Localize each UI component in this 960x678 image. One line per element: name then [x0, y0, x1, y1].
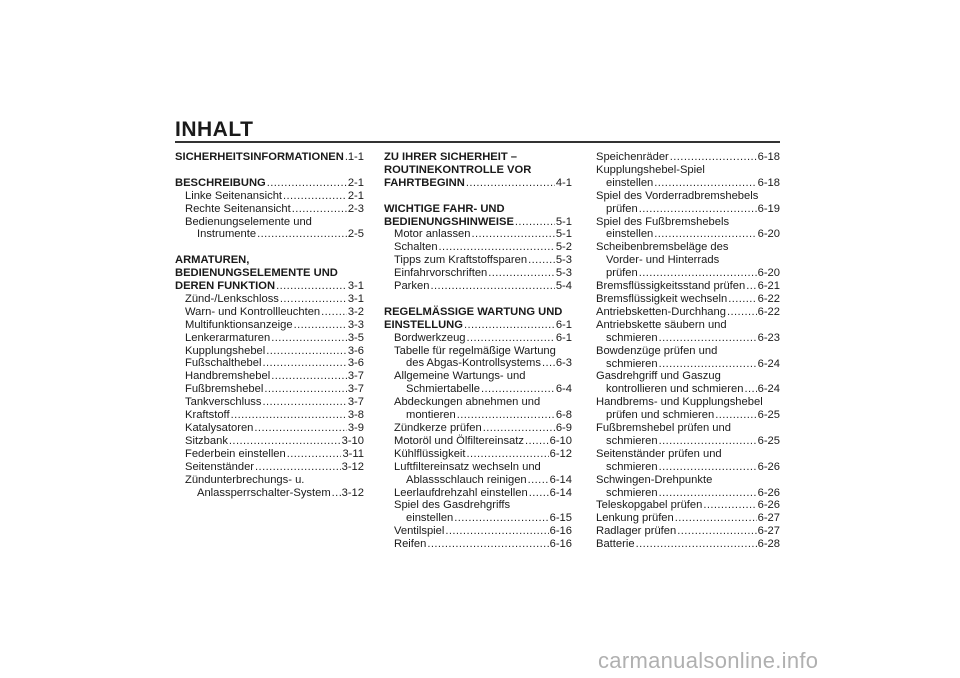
toc-entry[interactable]	[596, 370, 780, 396]
toc-entry[interactable]	[384, 487, 572, 500]
toc-entry-label-cont: prüfen und schmieren	[606, 409, 715, 422]
toc-heading: DEREN FUNKTION	[175, 280, 276, 293]
toc-page: 3-11	[342, 447, 364, 460]
toc-entry-label: Federbein einstellen	[185, 447, 286, 460]
toc-entry[interactable]	[596, 241, 780, 280]
toc-section[interactable]	[384, 151, 572, 190]
toc-heading: BEDIENUNGSELEMENTE UND	[175, 267, 338, 280]
toc-entry-label: Luftfiltereinsatz wechseln und	[394, 460, 541, 473]
toc-page: 5-3	[555, 254, 572, 267]
toc-entry-label: Schwingen-Drehpunkte	[596, 473, 713, 486]
toc-entry[interactable]	[384, 422, 572, 435]
toc-entry[interactable]	[384, 499, 572, 525]
toc-entry-label: Handbremshebel	[185, 370, 271, 383]
toc-entry[interactable]	[384, 267, 572, 280]
toc-page: 6-27	[757, 512, 780, 525]
toc-entry-label: Antriebsketten-Durchhang	[596, 305, 726, 318]
toc-entry[interactable]	[175, 409, 364, 422]
toc-page: 6-23	[757, 331, 780, 344]
toc-page: 3-6	[347, 357, 364, 370]
toc-entry-label: Bremsflüssigkeit wechseln	[596, 292, 728, 305]
toc-entry[interactable]	[384, 538, 572, 551]
toc-entry[interactable]	[596, 525, 780, 538]
toc-heading: ZU IHRER SICHERHEIT –	[384, 151, 518, 163]
toc-entry-label: Zünd-/Lenkschloss	[185, 292, 279, 305]
toc-entry-label-cont: einstellen	[406, 512, 454, 525]
toc-page: 6-26	[757, 486, 780, 499]
toc-heading: BEDIENUNGSHINWEISE	[384, 215, 514, 228]
toc-page: 6-25	[757, 409, 780, 422]
toc-entry-label: Handbrems- und Kupplungshebel	[596, 396, 763, 409]
toc-entry-label-cont: schmieren	[606, 486, 658, 499]
toc-entry-label: Batterie	[596, 538, 635, 551]
title-rule	[175, 141, 780, 143]
toc-entry[interactable]	[596, 319, 780, 345]
toc-entry-label: Seitenständer	[185, 460, 255, 473]
toc-entry-label-cont: schmieren	[606, 331, 658, 344]
toc-entry[interactable]	[175, 319, 364, 332]
toc-entry-label-cont: schmieren	[606, 434, 658, 447]
toc-heading: EINSTELLUNG	[384, 318, 463, 331]
toc-page: 6-28	[757, 538, 780, 551]
toc-entry[interactable]	[175, 216, 364, 242]
toc-entry-label: Zündunterbrechungs- u.	[185, 473, 305, 486]
toc-entry-label-cont: schmieren	[606, 357, 658, 370]
toc-entry-label-cont: Vorder- und Hinterrads	[606, 254, 720, 267]
toc-section[interactable]	[384, 203, 572, 229]
toc-entry-label: Bedienungselemente und	[185, 215, 312, 228]
toc-entry-label: Katalysatoren	[185, 422, 254, 434]
toc-heading: SICHERHEITSINFORMATIONEN	[175, 151, 344, 163]
toc-entry-label: Linke Seitenansicht	[185, 189, 283, 202]
toc-entry[interactable]	[384, 461, 572, 487]
toc-entry-label-cont: Anlassperrschalter-System	[197, 486, 331, 499]
toc-section[interactable]	[384, 306, 572, 332]
toc-entry-label: Kühlflüssigkeit	[394, 447, 466, 460]
toc-page: 3-1	[347, 292, 364, 305]
toc-entry-label: Leerlaufdrehzahl einstellen	[394, 486, 528, 499]
toc-entry[interactable]	[596, 345, 780, 371]
toc-page: 6-19	[757, 202, 780, 215]
toc-page: 5-2	[555, 241, 572, 254]
toc-entry-label: Scheibenbremsbeläge des	[596, 241, 729, 254]
toc-page: 3-5	[347, 331, 364, 344]
toc-entry-label: Motor anlassen	[394, 228, 471, 241]
toc-section[interactable]	[175, 151, 364, 164]
toc-entry[interactable]	[384, 345, 572, 371]
toc-entry[interactable]	[384, 448, 572, 461]
toc-page: 3-10	[341, 434, 364, 447]
toc-page: 6-1	[555, 318, 572, 331]
toc-page: 6-12	[549, 447, 572, 460]
toc-entry[interactable]	[175, 190, 364, 203]
toc-entry[interactable]	[384, 370, 572, 396]
toc-entry[interactable]	[175, 332, 364, 345]
toc-entry-label: Warn- und Kontrollleuchten	[185, 305, 321, 318]
toc-entry-label-cont: prüfen	[606, 202, 638, 215]
toc-entry-label-cont: Schmiertabelle	[406, 383, 480, 396]
toc-entry-label: Tankverschluss	[185, 396, 262, 409]
toc-entry-label-cont: schmieren	[606, 460, 658, 473]
toc-entry[interactable]	[175, 448, 364, 461]
toc-page: 3-1	[347, 280, 364, 293]
toc-page: 2-3	[347, 202, 364, 215]
toc-entry[interactable]	[596, 190, 780, 216]
toc-heading: BESCHREIBUNG	[175, 176, 266, 189]
toc-entry-label: Bremsflüssigkeitsstand prüfen	[596, 280, 746, 293]
toc-entry-label-cont: einstellen	[606, 228, 654, 241]
toc-entry-label: Allgemeine Wartungs- und	[394, 370, 526, 383]
toc-entry[interactable]	[384, 280, 572, 293]
toc-page: 6-4	[555, 383, 572, 396]
toc-entry[interactable]	[175, 474, 364, 500]
toc-entry[interactable]	[384, 241, 572, 254]
toc-page: 6-24	[757, 357, 780, 370]
toc-entry[interactable]	[596, 280, 780, 293]
toc-entry[interactable]	[175, 383, 364, 396]
toc-page: 6-25	[757, 434, 780, 447]
toc-entry-label-cont: einstellen	[606, 176, 654, 189]
toc-entry[interactable]	[175, 370, 364, 383]
toc-page: 6-22	[757, 305, 780, 318]
toc-entry[interactable]	[596, 293, 780, 306]
page-title: INHALT	[175, 118, 254, 141]
toc-column-2	[384, 151, 572, 551]
toc-entry-label: Bordwerkzeug	[394, 331, 466, 344]
toc-entry-label: Antriebskette säubern und	[596, 318, 727, 331]
watermark: carmanualsonline.info	[598, 648, 819, 673]
toc-page: 6-1	[555, 331, 572, 344]
toc-page: 2-1	[347, 176, 364, 189]
toc-entry-label: Lenkung prüfen	[596, 512, 674, 525]
toc-heading: REGELMÄSSIGE WARTUNG UND	[384, 305, 563, 318]
toc-entry[interactable]	[384, 228, 572, 241]
toc-heading: ARMATUREN,	[175, 254, 250, 267]
toc-page: 6-10	[549, 434, 572, 447]
toc-entry[interactable]	[175, 306, 364, 319]
toc-entry[interactable]	[384, 435, 572, 448]
toc-entry-label: Spiel des Fußbremshebels	[596, 215, 730, 228]
toc-page: 6-27	[757, 525, 780, 538]
toc-page: 6-26	[757, 499, 780, 512]
toc-column-3	[596, 151, 780, 551]
toc-entry-label: Tipps zum Kraftstoffsparen	[394, 254, 528, 267]
toc-heading: ROUTINEKONTROLLE VOR	[384, 163, 532, 176]
toc-page: 6-16	[549, 538, 572, 551]
toc-page: 3-9	[347, 422, 364, 434]
toc-entry-label: Kraftstoff	[185, 409, 230, 422]
toc-entry[interactable]	[384, 254, 572, 267]
toc-entry-label: Parken	[394, 280, 430, 293]
toc-entry-label-cont: Ablassschlauch reinigen	[406, 473, 527, 486]
toc-entry-label: Bowdenzüge prüfen und	[596, 344, 718, 357]
toc-entry[interactable]	[175, 396, 364, 409]
toc-section[interactable]	[175, 177, 364, 190]
toc-entry[interactable]	[596, 396, 780, 422]
toc-entry-label: Zündkerze prüfen	[394, 422, 482, 434]
toc-page: 2-5	[347, 228, 364, 241]
toc-entry[interactable]	[384, 396, 572, 422]
toc-page: 6-26	[757, 460, 780, 473]
toc-entry-label-cont: montieren	[406, 409, 456, 422]
toc-page: 6-18	[757, 151, 780, 163]
toc-entry-label-cont: prüfen	[606, 267, 638, 280]
toc-page: 3-8	[347, 409, 364, 422]
toc-entry-label: Reifen	[394, 538, 427, 551]
toc-entry-label: Ventilspiel	[394, 525, 445, 538]
toc-entry-label: Speichenräder	[596, 151, 669, 163]
toc-entry-label: Tabelle für regelmäßige Wartung	[394, 344, 556, 357]
toc-entry[interactable]	[175, 461, 364, 474]
toc-page: 3-7	[347, 383, 364, 396]
toc-page: 6-20	[757, 228, 780, 241]
toc-page: 3-3	[347, 318, 364, 331]
toc-entry-label-cont: Instrumente	[197, 228, 257, 241]
toc-entry[interactable]	[596, 216, 780, 242]
toc-entry-label: Seitenständer prüfen und	[596, 447, 722, 460]
toc-heading: WICHTIGE FAHR- UND	[384, 202, 505, 215]
toc-entry[interactable]	[175, 357, 364, 370]
toc-entry-label: Fußschalthebel	[185, 357, 262, 370]
toc-entry-label: Radlager prüfen	[596, 525, 677, 538]
toc-entry-label-cont: kontrollieren und schmieren	[606, 383, 744, 396]
toc-entry[interactable]	[175, 293, 364, 306]
toc-heading: FAHRTBEGINN	[384, 176, 465, 189]
toc-page: 6-16	[549, 525, 572, 538]
toc-column-1	[175, 151, 364, 499]
toc-entry-label: Multifunktionsanzeige	[185, 318, 293, 331]
toc-page: 6-15	[549, 512, 572, 525]
toc-entry[interactable]	[596, 499, 780, 512]
toc-entry-label: Teleskopgabel prüfen	[596, 499, 703, 512]
toc-entry-label: Spiel des Vorderradbremshebels	[596, 189, 759, 202]
toc-entry[interactable]	[596, 512, 780, 525]
toc-page: 6-8	[555, 409, 572, 422]
toc-entry[interactable]	[596, 474, 780, 500]
toc-page: 2-1	[347, 189, 364, 202]
toc-page: 5-4	[555, 280, 572, 293]
toc-section[interactable]	[175, 254, 364, 293]
toc-page: 3-6	[347, 344, 364, 357]
toc-entry[interactable]	[384, 525, 572, 538]
toc-page: 6-9	[555, 422, 572, 434]
toc-entry[interactable]	[175, 422, 364, 435]
toc-page: 3-7	[347, 396, 364, 409]
toc-page: 5-3	[555, 267, 572, 280]
toc-entry-label-cont: des Abgas-Kontrollsystems	[406, 357, 541, 370]
toc-page: 6-22	[757, 292, 780, 305]
toc-page: 6-18	[757, 176, 780, 189]
toc-entry-label: Fußbremshebel	[185, 383, 264, 396]
toc-entry-label: Kupplungshebel	[185, 344, 266, 357]
toc-page: 6-3	[555, 357, 572, 370]
toc-entry[interactable]	[175, 203, 364, 216]
toc-entry-label: Motoröl und Ölfiltereinsatz	[394, 434, 524, 447]
toc-entry[interactable]	[175, 435, 364, 448]
toc-entry[interactable]	[175, 345, 364, 358]
toc-page: 5-1	[555, 228, 572, 241]
toc-entry[interactable]	[384, 332, 572, 345]
toc-entry-label: Einfahrvorschriften	[394, 267, 488, 280]
toc-page: 3-7	[347, 370, 364, 383]
toc-page: 3-2	[347, 305, 364, 318]
toc-page: 3-12	[341, 460, 364, 473]
toc-entry[interactable]	[596, 151, 780, 164]
toc-page: 6-20	[757, 267, 780, 280]
toc-entry[interactable]	[596, 422, 780, 448]
toc-page: 5-1	[555, 215, 572, 228]
toc-entry-label: Rechte Seitenansicht	[185, 202, 291, 215]
toc-page: 6-14	[549, 473, 572, 486]
toc-page: 4-1	[555, 176, 572, 189]
toc-entry[interactable]	[596, 448, 780, 474]
toc-entry-label: Schalten	[394, 241, 438, 254]
toc-page: 6-24	[757, 383, 780, 396]
toc-page: 1-1	[347, 151, 364, 163]
toc-page: 6-21	[757, 280, 780, 293]
toc-entry-label: Sitzbank	[185, 434, 228, 447]
toc-entry-label: Gasdrehgriff und Gaszug	[596, 370, 721, 383]
toc-entry[interactable]	[596, 306, 780, 319]
toc-entry-label: Lenkerarmaturen	[185, 331, 271, 344]
toc-entry[interactable]	[596, 538, 780, 551]
toc-entry-label: Fußbremshebel prüfen und	[596, 422, 731, 435]
toc-entry-label: Spiel des Gasdrehgriffs	[394, 499, 511, 512]
toc-entry-label: Abdeckungen abnehmen und	[394, 396, 541, 409]
toc-page: 6-14	[549, 486, 572, 499]
toc-entry[interactable]	[596, 164, 780, 190]
toc-entry-label: Kupplungshebel-Spiel	[596, 163, 705, 176]
toc-page: 3-12	[341, 486, 364, 499]
